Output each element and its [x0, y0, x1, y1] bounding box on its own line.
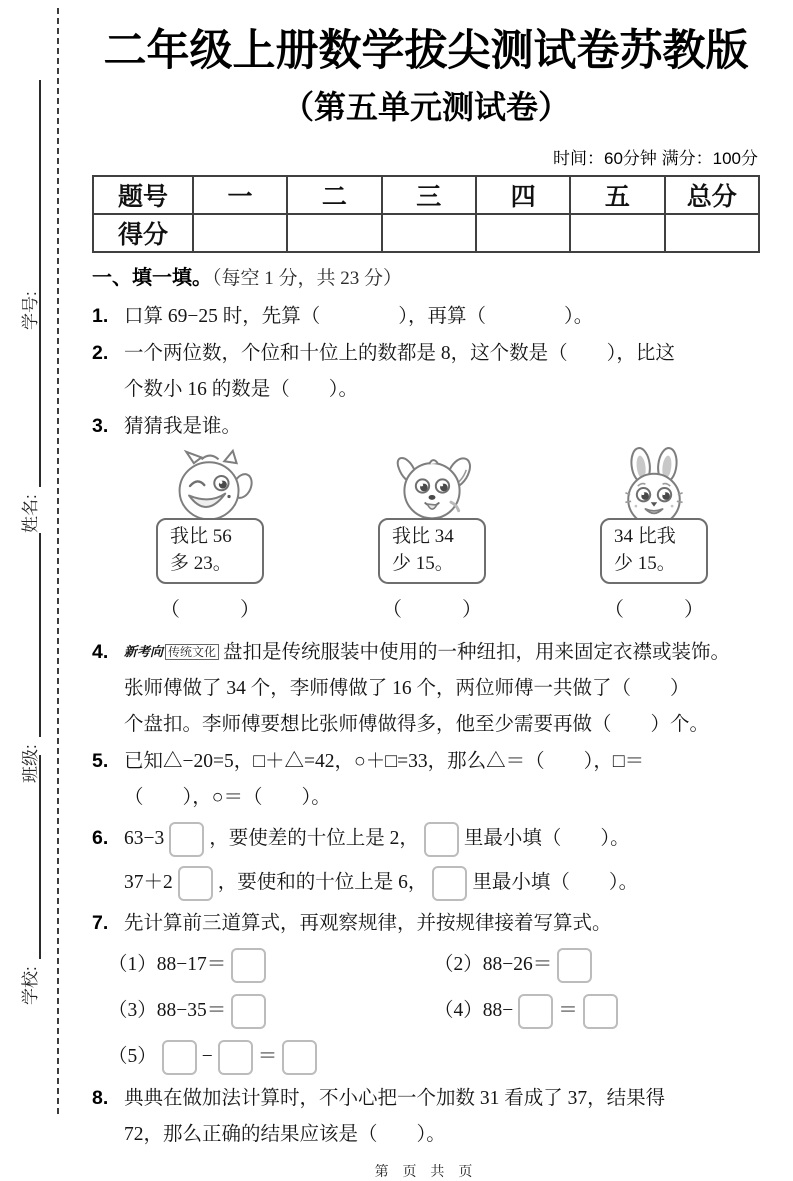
class-field [15, 533, 41, 783]
score-table [92, 175, 760, 253]
question-4-line3 [92, 707, 760, 743]
question-5-line2 [92, 780, 760, 816]
badge-new-direction: 新考向 [124, 644, 164, 659]
equation-5-label: （5） [108, 1046, 157, 1067]
question-6-mid2: ，要使和的十位上是 6， [217, 872, 428, 893]
score-row-label: 得分 [93, 214, 193, 252]
question-6-expr2: 37＋2 [124, 872, 173, 893]
student-name-blank-line [22, 283, 41, 487]
page-subtitle: （第五单元测试卷） [281, 89, 570, 125]
student-name-label: 姓名: [21, 494, 40, 533]
rabbit-sign-line2: 少 15。 [614, 553, 676, 574]
col-total: 总分 [665, 176, 759, 214]
cow-sign-line1: 我比 56 [170, 526, 232, 547]
equation-4 [434, 990, 760, 1032]
school-label: 学校: [21, 966, 40, 1005]
question-6-post1: 里最小填（ ）。 [463, 828, 630, 849]
score-cell [382, 214, 476, 252]
answer-box [557, 948, 592, 983]
col-four: 四 [476, 176, 570, 214]
student-name-field [15, 283, 41, 533]
badge-traditional-culture: 传统文化 [165, 644, 219, 660]
equation-2 [434, 944, 760, 986]
dog-sign-line2: 少 15。 [392, 553, 454, 574]
equation-5-minus: − [201, 1046, 213, 1067]
page-title: 二年级上册数学拔尖测试卷苏教版 [103, 27, 749, 75]
question-7-equations [92, 944, 760, 1078]
question-2-number: 2. [92, 342, 109, 364]
question-4-text-line1: 盘扣是传统服装中使用的一种纽扣，用来固定衣襟或装饰。 [223, 642, 731, 663]
question-7-intro: 先计算前三道算式，再观察规律，并按规律接着写算式。 [124, 913, 612, 934]
score-cell [476, 214, 570, 252]
answer-box [231, 994, 266, 1029]
cow-sign-line2: 多 23。 [170, 553, 232, 574]
question-8-text-line2: 72，那么正确的结果应该是（ ）。 [124, 1124, 446, 1145]
school-field [15, 755, 41, 1005]
fold-dashed-line [57, 8, 59, 1114]
question-6 [92, 816, 760, 861]
answer-box [231, 948, 266, 983]
school-blank-line [22, 755, 41, 959]
answer-box [169, 822, 204, 857]
score-table-header-row [93, 176, 759, 214]
class-label: 班级: [21, 744, 40, 783]
col-two: 二 [287, 176, 381, 214]
equation-1-expr: 88−17＝ [156, 954, 227, 975]
equation-4-equals: ＝ [558, 1000, 578, 1021]
rabbit-sign [600, 518, 708, 584]
answer-box [282, 1040, 317, 1075]
time-score-info: 时间：60分钟 满分：100分 [553, 149, 758, 168]
question-8 [92, 1080, 760, 1117]
question-7 [92, 905, 760, 942]
answer-box [218, 1040, 253, 1075]
animal-column-rabbit [566, 447, 742, 628]
question-4-number: 4. [92, 641, 109, 663]
equation-3-expr: 88−35＝ [156, 1000, 227, 1021]
equation-5-equals: ＝ [257, 1046, 278, 1067]
score-cell [665, 214, 759, 252]
cow-icon [162, 447, 258, 525]
answer-box [518, 994, 553, 1029]
rabbit-answer-blank: （ ） [604, 599, 704, 621]
equation-3 [108, 990, 434, 1032]
question-2-text-line1: 一个两位数，个位和十位上的数都是 8，这个数是（ ），比这 [124, 343, 675, 364]
equation-4-label: （4） [434, 1000, 483, 1021]
question-6-expr1: 63−3 [124, 828, 165, 849]
col-three: 三 [382, 176, 476, 214]
score-table-score-row [93, 214, 759, 252]
equation-3-label: （3） [108, 1000, 157, 1021]
answer-box [432, 866, 467, 901]
animal-column-dog [344, 447, 520, 628]
score-cell [570, 214, 664, 252]
question-number-header: 题号 [93, 176, 193, 214]
test-paper [92, 0, 760, 1181]
answer-box [583, 994, 618, 1029]
dog-icon [384, 447, 480, 525]
question-5-text-line1: 已知△−20=5，□＋△=42，○＋□=33，那么△＝（ ），□＝ [124, 751, 645, 772]
question-3-animal-row [92, 445, 760, 628]
student-number-label: 学号: [21, 291, 40, 330]
question-6-mid1: ，要使差的十位上是 2， [209, 828, 419, 849]
equation-4-pre: 88− [482, 1000, 514, 1021]
question-2-text-line2: 个数小 16 的数是（ ）。 [124, 379, 359, 400]
equation-1-label: （1） [108, 954, 157, 975]
cow-answer-blank: （ ） [160, 599, 260, 621]
question-2 [92, 335, 760, 372]
rabbit-icon [606, 447, 702, 525]
question-5-text-line2: （ ），○＝（ ）。 [124, 787, 331, 808]
question-4-text-line3: 个盘扣。李师傅要想比张师傅做得多，他至少需要再做（ ）个。 [124, 714, 710, 735]
question-3-intro: 猜猜我是谁。 [124, 416, 242, 437]
col-one: 一 [193, 176, 287, 214]
question-8-line2 [92, 1117, 760, 1153]
student-info-sidebar [0, 0, 62, 1122]
question-3-number: 3. [92, 415, 109, 437]
rabbit-sign-line1: 34 比我 [614, 526, 676, 547]
dog-answer-blank: （ ） [382, 599, 482, 621]
section-one-heading [92, 263, 760, 294]
question-2-line2 [92, 372, 760, 408]
question-4-line2 [92, 671, 760, 707]
question-1 [92, 298, 760, 335]
answer-box [162, 1040, 197, 1075]
animal-column-cow [122, 447, 298, 628]
new-exam-trend-badge [124, 644, 219, 660]
answer-box [178, 866, 213, 901]
section-points-note: （每空 1 分，共 23 分） [212, 268, 403, 289]
question-6-post2: 里最小填（ ）。 [472, 872, 639, 893]
score-cell [287, 214, 381, 252]
answer-box [424, 822, 459, 857]
question-6-number: 6. [92, 827, 109, 849]
question-7-number: 7. [92, 912, 109, 934]
dog-sign [378, 518, 486, 584]
question-5 [92, 743, 760, 780]
question-1-text: 口算 69−25 时，先算（ ），再算（ ）。 [124, 306, 594, 327]
equation-2-label: （2） [434, 954, 483, 975]
cow-sign [156, 518, 264, 584]
question-6-line2 [92, 861, 760, 905]
question-8-number: 8. [92, 1087, 109, 1109]
page-footer: 第 页 共 页 [374, 1163, 478, 1179]
student-number-blank-line [22, 80, 41, 284]
equation-2-expr: 88−26＝ [482, 954, 553, 975]
section-title: 一、填一填。 [92, 267, 212, 289]
question-3 [92, 408, 760, 445]
question-1-number: 1. [92, 305, 109, 327]
question-5-number: 5. [92, 750, 109, 772]
equation-1 [108, 944, 434, 986]
class-blank-line [22, 533, 41, 737]
dog-sign-line1: 我比 34 [392, 526, 454, 547]
question-4 [92, 634, 760, 671]
question-8-text-line1: 典典在做加法计算时，不小心把一个加数 31 看成了 37，结果得 [124, 1088, 666, 1109]
question-list [92, 298, 760, 1153]
score-cell [193, 214, 287, 252]
question-4-text-line2: 张师傅做了 34 个，李师傅做了 16 个，两位师傅一共做了（ ） [124, 678, 690, 699]
equation-5 [108, 1036, 434, 1078]
col-five: 五 [570, 176, 664, 214]
